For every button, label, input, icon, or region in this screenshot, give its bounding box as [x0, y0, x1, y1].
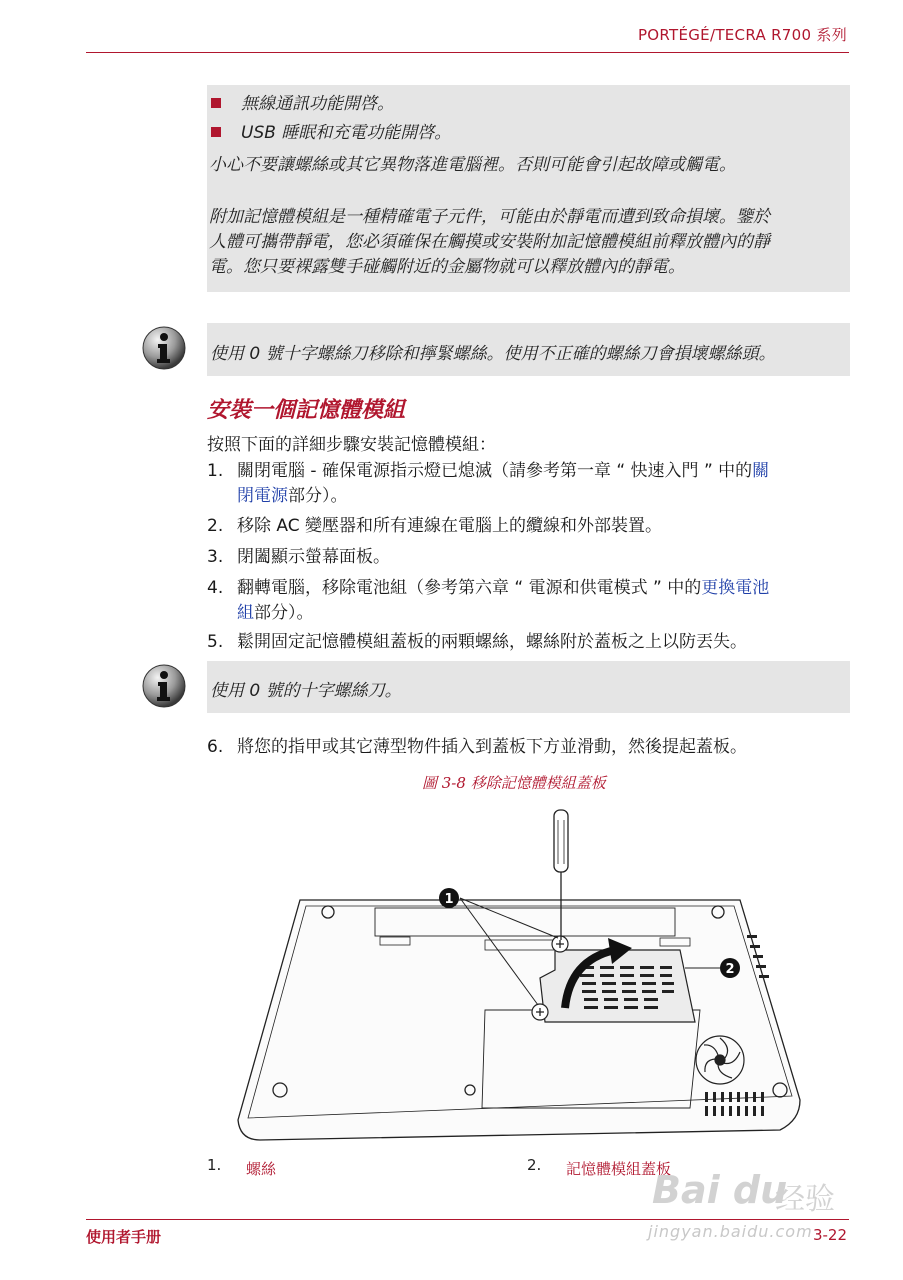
bullet-square-icon — [211, 98, 221, 108]
laptop-bottom-illustration — [220, 800, 820, 1150]
page-header-title: PORTÉGÉ/TECRA R700 系列 — [637, 26, 847, 44]
watermark-brand-cn: 经验 — [775, 1182, 835, 1217]
callout-2-label: 2 — [725, 962, 735, 977]
legend-label: 螺絲 — [246, 1160, 277, 1178]
bullet-square-icon — [211, 127, 221, 137]
step-item: 4. 翻轉電腦，移除電池組（參考第六章 “ 電源和供電模式 ” 中的更換電池 組部分）。 — [207, 578, 770, 623]
step-item: 3. 閉闔顯示螢幕面板。 — [207, 547, 390, 567]
header-rule — [86, 52, 849, 53]
footer-page-number: 3-22 — [812, 1226, 847, 1244]
step-item: 1. 關閉電腦 - 確保電源指示燈已熄滅（請參考第一章 “ 快速入門 ” 中的關 閉電源部分）。 — [207, 461, 770, 506]
caution-line: 小心不要讓螺絲或其它異物落進電腦裡。否則可能會引起故障或觸電。 — [209, 155, 736, 175]
watermark-url: jingyan.baidu.com — [648, 1222, 813, 1241]
link-replace-battery[interactable]: 更換電池 — [701, 578, 770, 598]
step-item: 5. 鬆開固定記憶體模組蓋板的兩顆螺絲，螺絲附於蓋板之上以防丟失。 — [207, 632, 747, 652]
info-icon — [141, 325, 187, 371]
caution-box — [207, 85, 850, 292]
link-power-off[interactable]: 關 — [752, 461, 770, 481]
note-text: 使用 0 號的十字螺絲刀。 — [210, 681, 402, 701]
footer-rule — [86, 1219, 849, 1220]
legend-label: 記憶體模組蓋板 — [566, 1160, 672, 1178]
section-title: 安裝一個記憶體模組 — [207, 398, 406, 423]
note-text: 使用 0 號十字螺絲刀移除和擰緊螺絲。使用不正確的螺絲刀會損壞螺絲頭。 — [210, 344, 776, 364]
note-box — [207, 323, 850, 376]
legend-number: 2. — [527, 1156, 542, 1174]
footer-manual-title: 使用者手册 — [86, 1228, 162, 1246]
caution-paragraph: 附加記憶體模組是一種精確電子元件，可能由於靜電而遭到致命損壞。鑒於 人體可攜帶靜電，您必須確保在觸摸或安裝附加記憶體模組前釋放體內的靜 電。您只要裸露雙手碰觸附近的金屬物就可以釋放體內的靜電。 — [209, 207, 770, 277]
callout-1-label: 1 — [444, 892, 454, 907]
note-box — [207, 661, 850, 713]
section-intro: 按照下面的詳細步驟安裝記憶體模組： — [207, 435, 496, 455]
info-icon — [141, 663, 187, 709]
legend-number: 1. — [207, 1156, 222, 1174]
caution-bullet: 無線通訊功能開啓。 — [211, 89, 394, 114]
caution-bullet: USB 睡眠和充電功能開啓。 — [211, 118, 451, 143]
watermark-brand: Bai du — [652, 1168, 788, 1212]
link-power-off[interactable]: 閉電源 — [237, 486, 288, 506]
step-item: 6. 將您的指甲或其它薄型物件插入到蓋板下方並滑動，然後提起蓋板。 — [207, 737, 747, 757]
link-replace-battery[interactable]: 組 — [237, 603, 254, 623]
step-item: 2. 移除 AC 變壓器和所有連線在電腦上的纜線和外部裝置。 — [207, 516, 663, 536]
